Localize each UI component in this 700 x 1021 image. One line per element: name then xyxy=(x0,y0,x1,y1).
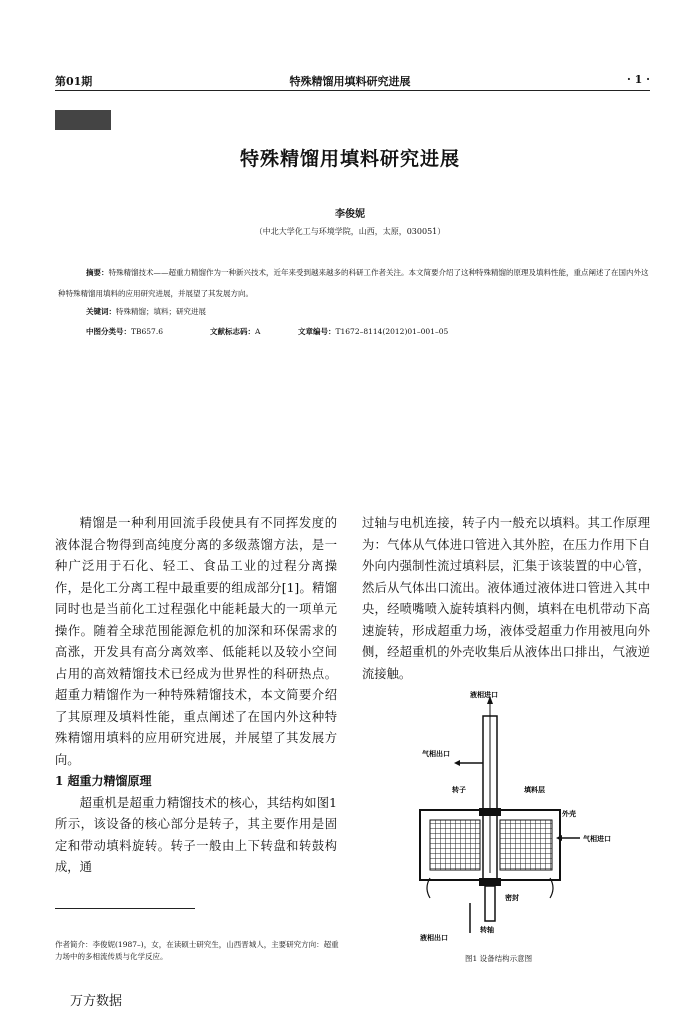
label-shaft: 转轴 xyxy=(480,926,494,934)
header-rule xyxy=(55,90,650,91)
shaft xyxy=(485,886,495,921)
figure-caption: 图1 设备结构示意图 xyxy=(465,954,533,963)
keywords-label: 关键词： xyxy=(86,307,116,316)
footnote-rule xyxy=(55,908,195,909)
keywords-line xyxy=(86,306,206,317)
wanfang-watermark: 万方数据 xyxy=(70,994,123,1009)
principle-paragraph: 超重机是超重力精馏技术的核心，其结构如图1所示，该设备的核心部分是转子，其主要作用是固定和带动填料旋转。转子一般由上下转盘和转鼓构成，通 xyxy=(55,795,337,874)
article-no-label: 文章编号： xyxy=(298,327,336,336)
equipment-diagram xyxy=(400,688,640,958)
author-name: 李俊妮 xyxy=(335,209,365,220)
clc-line xyxy=(86,326,163,337)
label-packing: 填料层 xyxy=(524,786,545,794)
author-footnote: 作者简介：李俊妮(1987–)，女，在读硕士研究生，山西晋城人，主要研究方向：超重力场中的多相流传质与化学反应。 xyxy=(55,940,339,961)
left-column xyxy=(55,513,337,879)
seal-block xyxy=(479,878,501,886)
gas-outlet-arrow xyxy=(454,760,460,766)
article-no-value: T1672–8114(2012)01–001–05 xyxy=(335,327,449,336)
abstract-label: 摘要： xyxy=(86,268,109,277)
running-title: 特殊精馏用填料研究进展 xyxy=(289,75,411,88)
section-tag-block xyxy=(55,110,111,130)
label-liquid-out: 液相出口 xyxy=(420,934,448,942)
label-gas-in: 气相进口 xyxy=(583,835,611,843)
author-affiliation: （中北大学化工与环境学院，山西，太原，030051） xyxy=(254,227,446,236)
abstract-text: 特殊精馏技术——超重力精馏作为一种新兴技术，近年来受到越来越多的科研工作者关注。本文简要介绍了这种特殊精馏的原理及填料性能，重点阐述了在国内外这种特殊精馏用填料的应用研究进展，并展望了其发展方向。 xyxy=(58,268,649,298)
label-shell: 外壳 xyxy=(562,810,576,818)
label-seal: 密封 xyxy=(505,894,519,902)
label-gas-out: 气相出口 xyxy=(422,750,450,758)
label-liquid-in: 液相进口 xyxy=(470,691,498,699)
doc-code-line xyxy=(210,326,260,337)
doc-code-label: 文献标志码： xyxy=(210,327,255,336)
page-number: · 1 · xyxy=(627,73,650,86)
clc-label: 中图分类号： xyxy=(86,327,131,336)
issue-label: 第01期 xyxy=(55,75,93,88)
keywords-value: 特殊精馏；填料；研究进展 xyxy=(116,307,206,316)
rotor-top-disk xyxy=(479,808,501,816)
section-heading: 1 超重力精馏原理 xyxy=(55,774,152,788)
article-no-line xyxy=(298,326,448,337)
article-title: 特殊精馏用填料研究进展 xyxy=(239,148,460,170)
doc-code-value: A xyxy=(255,327,261,336)
packing-right xyxy=(500,820,552,870)
intro-paragraph: 精馏是一种利用回流手段使具有不同挥发度的液体混合物得到高纯度分离的多级蒸馏方法，是一种广泛用于石化、轻工、食品工业的过程分离操作，是化工分离工程中最重要的组成部分[1]。精馏同时也是当前化工过程强化中能耗最大的一项单元操作。随着全球范围能源危机的加深和环保需求的高涨，开发具有高分离效率、低能耗以及较小空间占用的高效精馏技术已经成为世界性的科研热点。超重力精馏作为一种特殊精馏技术，本文简要介绍了其原理及填料性能，重点阐述了在国内外这种特殊精馏用填料的应用研究进展，并展望了其发展方向。 xyxy=(55,516,337,767)
label-rotor: 转子 xyxy=(452,786,466,794)
packing-left xyxy=(430,820,480,870)
right-column xyxy=(362,513,650,685)
clc-value: TB657.6 xyxy=(131,327,163,336)
abstract xyxy=(58,262,650,304)
principle-paragraph-continued: 过轴与电机连接，转子内一般充以填料。其工作原理为：气体从气体进口管进入其外腔，在压力作用下自外向内强制性流过填料层，汇集于该装置的中心管，然后从气体出口流出。液体通过液体进口管进入其中央，经喷嘴喷入旋转填料内侧，填料在电机带动下高速旋转，形成超重力场，液体受超重力作用被甩向外侧，经超重机的外壳收集后从液体出口排出，气液逆流接触。 xyxy=(362,516,650,681)
